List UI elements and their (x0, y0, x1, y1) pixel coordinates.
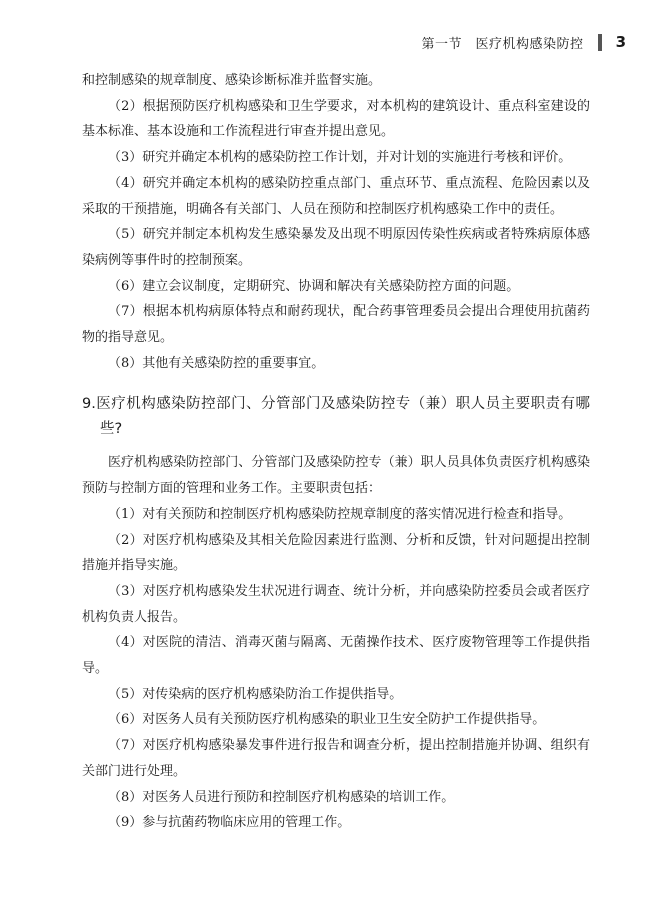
list2-item-6: （6）对医务人员有关预防医疗机构感染的职业卫生安全防护工作提供指导。 (108, 712, 546, 728)
list2-item-1: （1）对有关预防和控制医疗机构感染防控规章制度的落实情况进行检查和指导。 (108, 506, 572, 522)
list2-item-5: （5）对传染病的医疗机构感染防治工作提供指导。 (108, 686, 403, 702)
page-number: 3 (615, 33, 626, 51)
list1-item-2: （2）根据预防医疗机构感染和卫生学要求，对本机构的建筑设计、重点科室建设的基本标准、基本设施和工作流程进行审查并提出意见。 (82, 98, 590, 140)
list2-item-7: （7）对医疗机构感染暴发事件进行报告和调查分析，提出控制措施并协调、组织有关部门进行处理。 (82, 738, 590, 779)
list2-item-3: （3）对医疗机构感染发生状况进行调查、统计分析，并向感染防控委员会或者医疗机构负责人报告。 (82, 583, 590, 625)
list1-item-7: （7）根据本机构病原体特点和耐药现状，配合药事管理委员会提出合理使用抗菌药物的指导意见。 (82, 304, 590, 346)
list2-item-4: （4）对医院的清洁、消毒灭菌与隔离、无菌操作技术、医疗废物管理等工作提供指导。 (82, 635, 590, 677)
answer-intro: 医疗机构感染防控部门、分管部门及感染防控专（兼）职人员具体负责医疗机构感染预防与控制方面的管理和业务工作。主要职责包括： (82, 455, 590, 497)
page-header (422, 30, 626, 54)
list1-item-6: （6）建立会议制度，定期研究、协调和解决有关感染防控方面的问题。 (108, 278, 520, 294)
section-title: 第一节 医疗机构感染防控 (421, 36, 584, 52)
header-divider-bar (598, 34, 602, 51)
list1-item-5: （5）研究并制定本机构发生感染暴发及出现不明原因传染性疾病或者特殊病原体感染病例等事件时的控制预案。 (82, 227, 590, 268)
list2-item-9: （9）参与抗菌药物临床应用的管理工作。 (108, 815, 351, 831)
page-content (82, 68, 590, 836)
list1-item-3: （3）研究并确定本机构的感染防控工作计划，并对计划的实施进行考核和评价。 (108, 150, 572, 166)
list1-item-8: （8）其他有关感染防控的重要事宜。 (108, 355, 325, 371)
list2-item-8: （8）对医务人员进行预防和控制医疗机构感染的培训工作。 (108, 789, 455, 805)
list1-item-4: （4）研究并确定本机构的感染防控重点部门、重点环节、重点流程、危险因素以及采取的干预措施，明确各有关部门、人员在预防和控制医疗机构感染工作中的责任。 (82, 175, 590, 217)
paragraph-continuation: 和控制感染的规章制度、感染诊断标准并监督实施。 (82, 73, 382, 88)
question-heading: 9.医疗机构感染防控部门、分管部门及感染防控专（兼）职人员主要职责有哪些? (82, 396, 590, 438)
list2-item-2: （2）对医疗机构感染及其相关危险因素进行监测、分析和反馈，针对问题提出控制措施并指导实施。 (82, 532, 590, 574)
